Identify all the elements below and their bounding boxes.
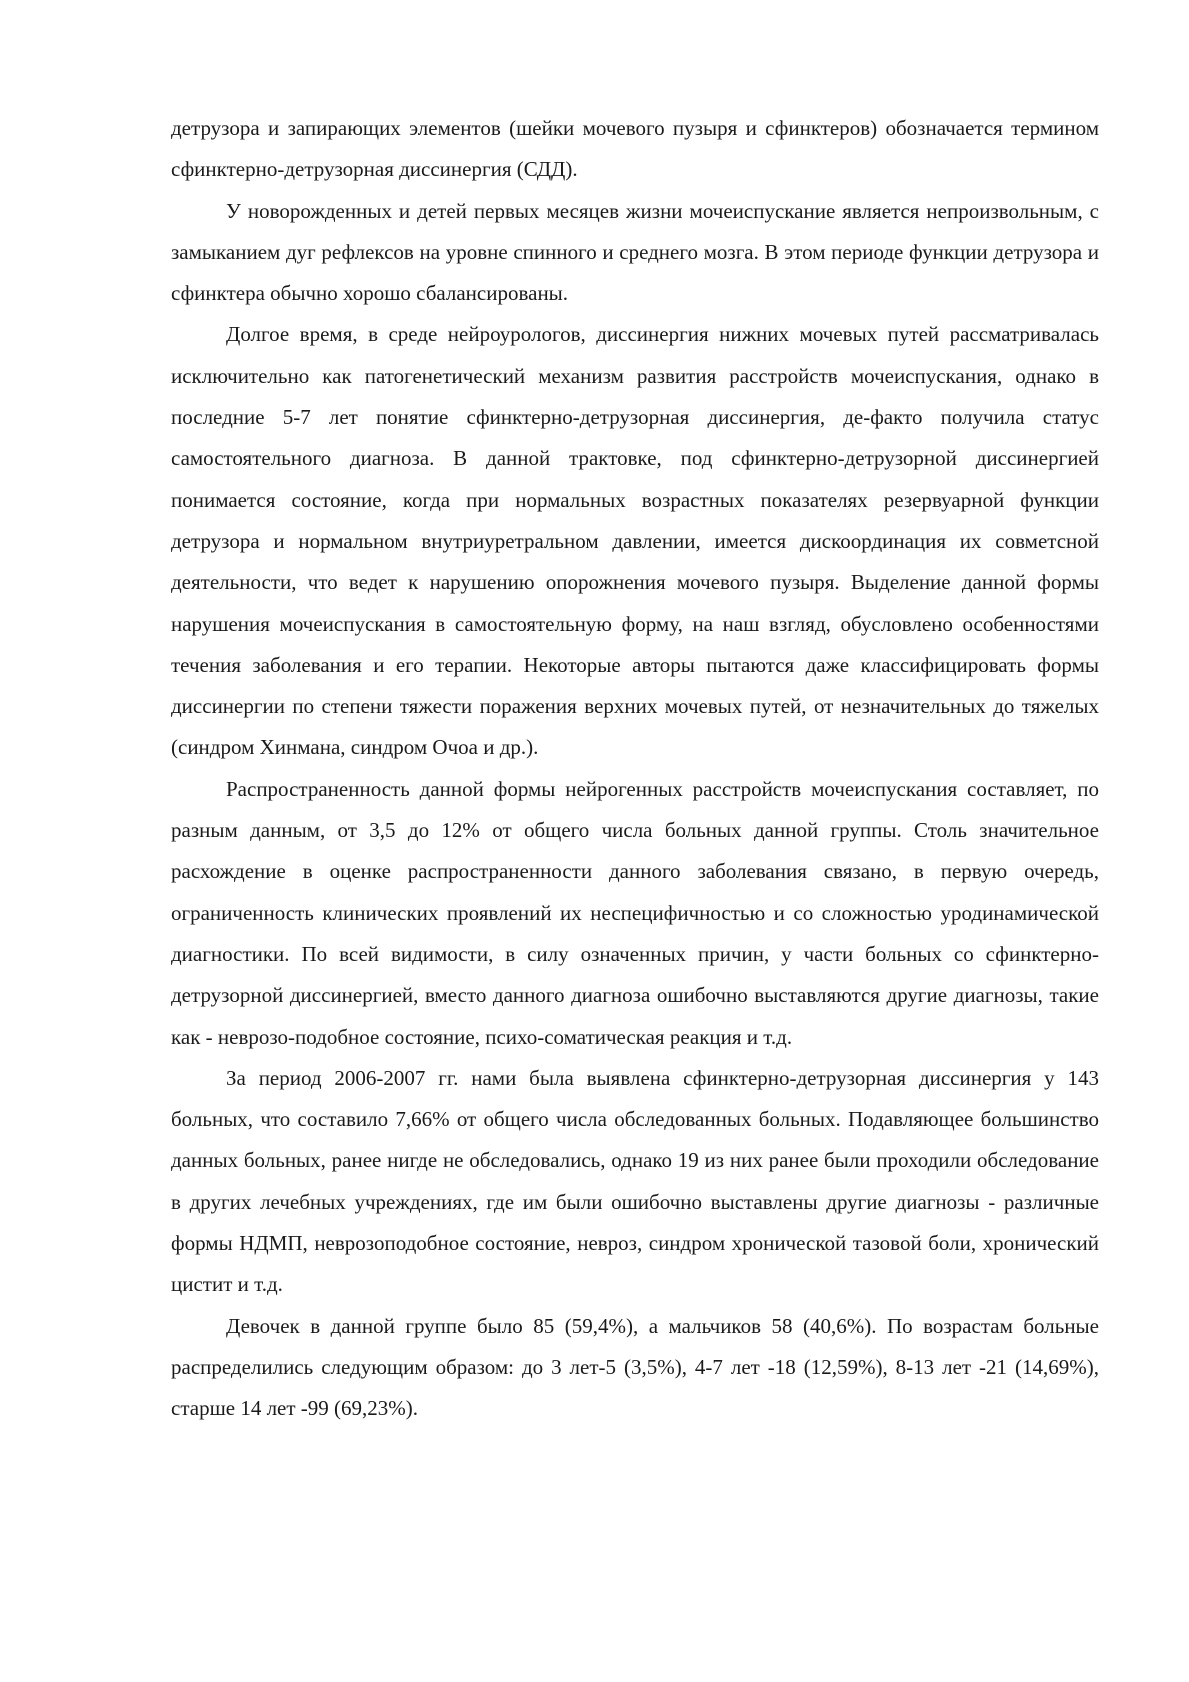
paragraph-continuation: детрузора и запирающих элементов (шейки мочевого пузыря и сфинктеров) обозначается термином сфинктерно-детрузорная диссинергия (СДД). [171, 116, 1099, 182]
paragraph-demographics: Девочек в данной группе было 85 (59,4%), а мальчиков 58 (40,6%). По возрастам больные распределились следующим образом: до 3 лет-5 (3,5%), 4-7 лет -18 (12,59%), 8-13 лет -21 (14,69%), старше 14 лет -99 (69,23%). [171, 1313, 1099, 1421]
paragraph-dyssynergia-diagnosis: Долгое время, в среде нейроурологов, диссинергия нижних мочевых путей рассматривалась исключительно как патогенетический механизм развития расстройств мочеиспускания, однако в последние 5-7 лет понятие сфинктерно-детрузорная диссинергия, де-факто получила статус самостоятельного диагноза. В данной трактовке, под сфинктерно-детрузорной диссинергией понимается состояние, когда при нормальных возрастных показателях резервуарной функции детрузора и нормальном внутриуретральном давлении, имеется дискоординация их совметсной деятельности, что ведет к нарушению опорожнения мочевого пузыря. Выделение данной формы нарушения мочеиспускания в самостоятельную форму, на наш взгляд, обусловлено особенностями течения заболевания и его терапии. Некоторые авторы пытаются даже классифицировать формы диссинергии по степени тяжести поражения верхних мочевых путей, от незначительных до тяжелых (синдром Хинмана, синдром Очоа и др.). [171, 322, 1099, 760]
document-body [171, 108, 1099, 1430]
paragraph-study-period: За период 2006-2007 гг. нами была выявлена сфинктерно-детрузорная диссинергия у 143 больных, что составило 7,66% от общего числа обследованных больных. Подавляющее большинство данных больных, ранее нигде не обследовались, однако 19 из них ранее были проходили обследование в других лечебных учреждениях, где им были ошибочно выставлены другие диагнозы - различные формы НДМП, неврозоподобное состояние, невроз, синдром хронической тазовой боли, хронический цистит и т.д. [171, 1065, 1099, 1297]
paragraph-newborns: У новорожденных и детей первых месяцев жизни мочеиспускание является непроизвольным, с замыканием дуг рефлексов на уровне спинного и среднего мозга. В этом периоде функции детрузора и сфинктера обычно хорошо сбалансированы. [171, 198, 1099, 306]
paragraph-prevalence: Распространенность данной формы нейрогенных расстройств мочеиспускания составляет, по разным данным, от 3,5 до 12% от общего числа больных данной группы. Столь значительное расхождение в оценке распространенности данного заболевания связано, в первую очередь, ограниченность клинических проявлений их неспецифичностью и со сложностью уродинамической диагностики. По всей видимости, в силу означенных причин, у части больных со сфинктерно-детрузорной диссинергией, вместо данного диагноза ошибочно выставляются другие диагнозы, такие как - неврозо-подобное состояние, психо-соматическая реакция и т.д. [171, 776, 1099, 1049]
